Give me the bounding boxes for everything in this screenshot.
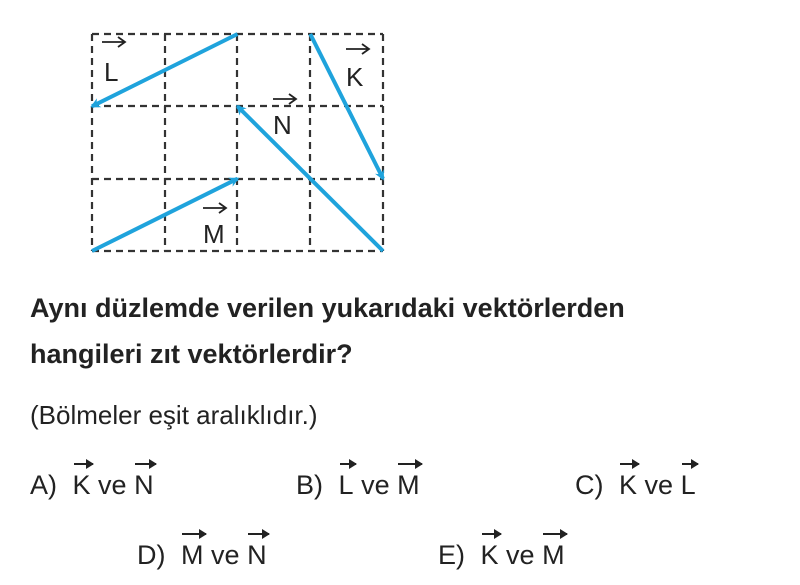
option-c-vector-2: L: [681, 466, 696, 501]
option-b-vector-2: M: [397, 466, 420, 501]
option-d-vector-2: N: [247, 536, 267, 571]
vector-label-L: [102, 37, 125, 87]
note-text: (Bölmeler eşit aralıklıdır.): [30, 400, 318, 430]
option-a-letter: A): [30, 470, 57, 500]
option-d[interactable]: [137, 536, 267, 571]
vector-label-K: [346, 44, 369, 92]
option-b-vector-1: L: [339, 466, 354, 501]
option-a-vector-2: N: [134, 466, 154, 501]
option-e-joiner: ve: [506, 540, 535, 570]
vector-label-L-text: L: [104, 57, 119, 87]
question-line-2: hangileri zıt vektörlerdir?: [30, 339, 353, 369]
option-e-vector-2: M: [542, 536, 565, 571]
option-d-joiner: ve: [211, 540, 240, 570]
option-b[interactable]: [296, 466, 420, 501]
vector-label-M: [203, 203, 226, 249]
option-c-joiner: ve: [644, 470, 674, 500]
option-a-joiner: ve: [98, 470, 127, 500]
option-b-joiner: ve: [361, 470, 390, 500]
question-text: [30, 285, 790, 377]
vector-grid-figure: [0, 0, 800, 270]
option-e-letter: E): [438, 540, 465, 570]
option-d-letter: D): [137, 540, 166, 570]
option-e[interactable]: [438, 536, 565, 571]
option-c[interactable]: [575, 466, 696, 501]
option-c-vector-1: K: [619, 466, 637, 501]
dashed-grid: [92, 34, 383, 251]
vector-label-M-text: M: [203, 219, 225, 249]
option-a-vector-1: K: [73, 466, 91, 501]
vector-label-N-text: N: [273, 110, 292, 140]
option-a[interactable]: [30, 466, 154, 501]
option-c-letter: C): [575, 470, 604, 500]
option-d-vector-1: M: [181, 536, 204, 571]
vector-label-K-text: K: [346, 62, 364, 92]
question-line-1: Aynı düzlemde verilen yukarıdaki vektörlerden: [30, 293, 625, 323]
option-b-letter: B): [296, 470, 323, 500]
vector-label-N: [273, 94, 296, 140]
option-e-vector-1: K: [481, 536, 499, 571]
